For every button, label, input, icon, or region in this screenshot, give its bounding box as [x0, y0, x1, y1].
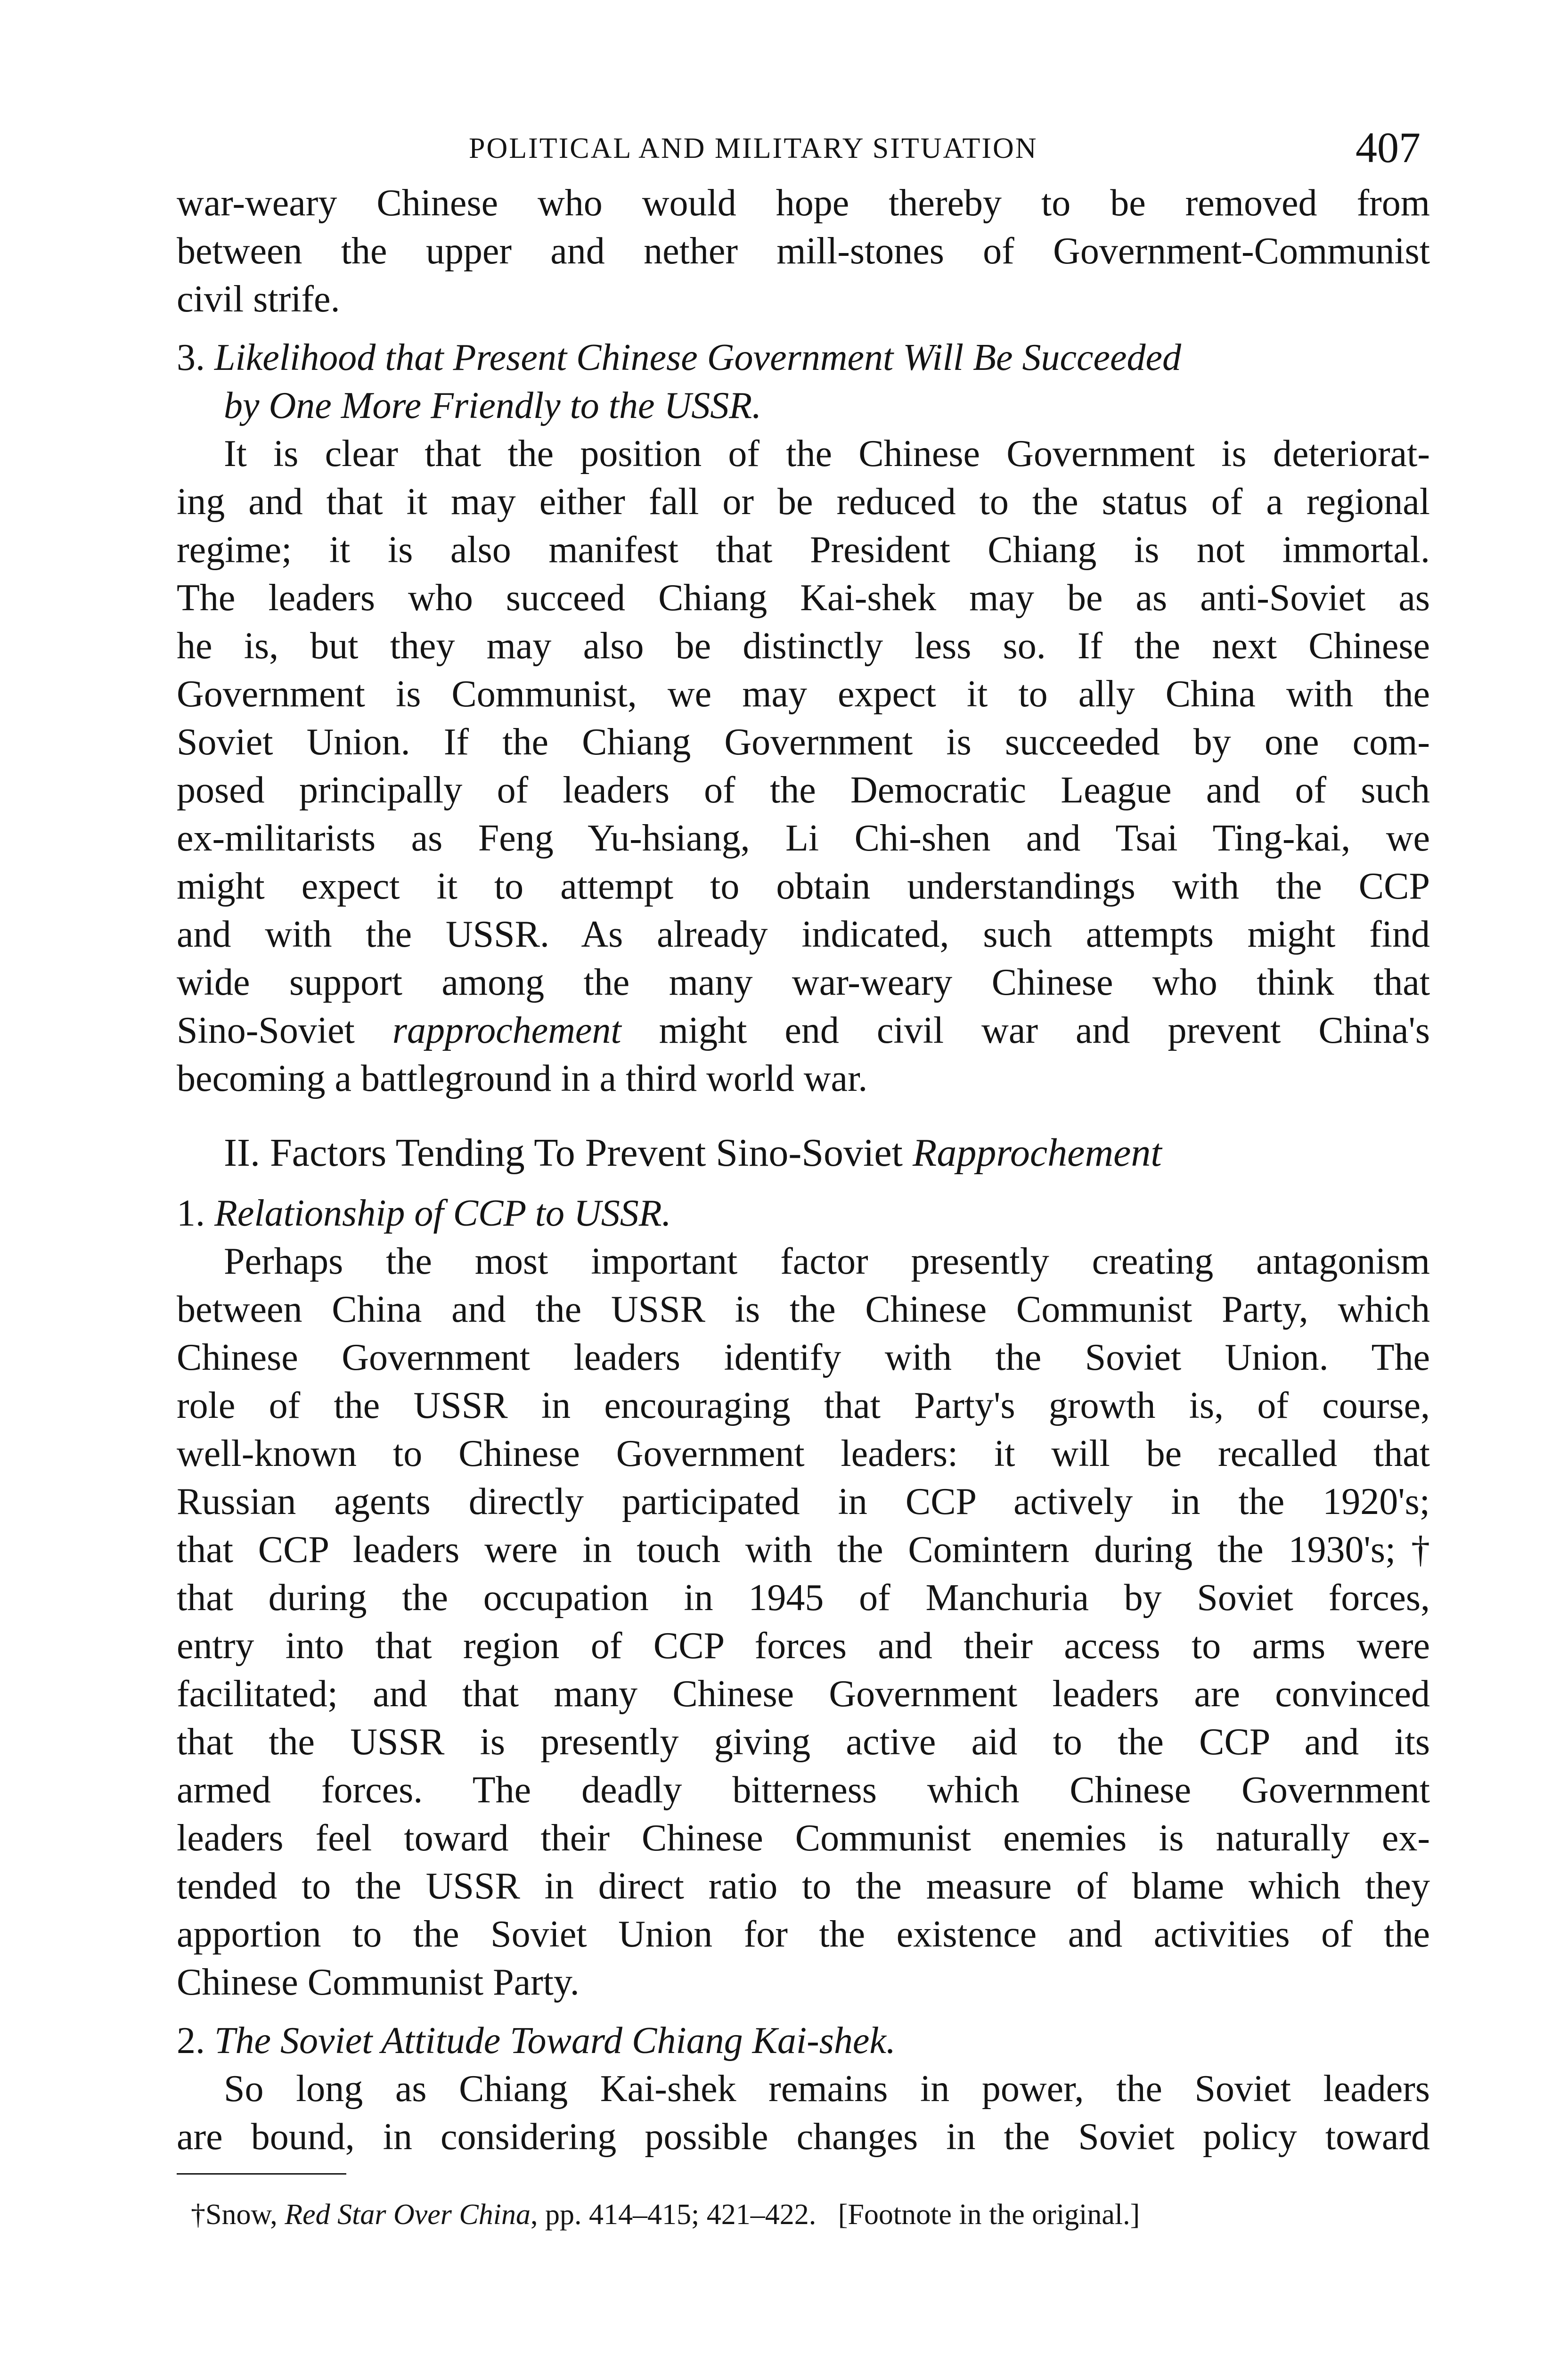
footnote-marker: † — [191, 2199, 205, 2231]
page-number: 407 — [1356, 123, 1421, 172]
footnote-work: Red Star Over China — [285, 2199, 531, 2231]
part-ii-heading — [177, 1127, 1430, 1179]
text-line: that the USSR is presently giving active aid to the CCP and its — [177, 1721, 1430, 1763]
section-title: The Soviet Attitude Toward Chiang Kai-shek. — [214, 2020, 896, 2062]
text-fragment: Sino-Soviet — [177, 1010, 392, 1051]
text-line: armed forces. The deadly bitterness which Chinese Government — [177, 1769, 1430, 1811]
text-line: ex-militarists as Feng Yu-hsiang, Li Chi-shen and Tsai Ting-kai, we — [177, 818, 1430, 859]
text-line: The leaders who succeed Chiang Kai-shek may be as anti-Soviet as — [177, 577, 1430, 619]
opening-paragraph — [177, 179, 1430, 323]
text-line-mixed — [177, 1006, 1430, 1055]
part-title-italic: Rapprochement — [913, 1131, 1162, 1175]
footnote-author: Snow, — [205, 2199, 285, 2231]
text-line: posed principally of leaders of the Democratic League and of such — [177, 769, 1430, 811]
text-line: that during the occupation in 1945 of Manchuria by Soviet forces, — [177, 1577, 1430, 1619]
text-fragment: might end civil war and prevent China's — [621, 1010, 1430, 1051]
text-line: regime; it is also manifest that President Chiang is not immortal. — [177, 529, 1430, 571]
document-page — [177, 113, 1430, 2236]
section-number: 2. — [177, 2020, 205, 2062]
text-line: entry into that region of CCP forces and their access to arms were — [177, 1625, 1430, 1667]
section-2-paragraph — [177, 2065, 1430, 2161]
text-line: that CCP leaders were in touch with the Comintern during the 1930's;† — [177, 1529, 1430, 1571]
section-3-paragraph — [177, 430, 1430, 1103]
text-line: between the upper and nether mill-stones of Government-Communist — [177, 230, 1430, 272]
section-3-heading — [177, 334, 1430, 430]
text-line: he is, but they may also be distinctly less so. If the next Chinese — [177, 625, 1430, 667]
section-title: Relationship of CCP to USSR. — [214, 1193, 671, 1234]
footnote-pages: , pp. 414–415; 421–422. — [531, 2199, 817, 2231]
text-line: Russian agents directly participated in CCP actively in the 1920's; — [177, 1481, 1430, 1522]
text-line: and with the USSR. As already indicated, such attempts might find — [177, 914, 1430, 955]
section-1-paragraph — [177, 1237, 1430, 2006]
text-line: ing and that it may either fall or be reduced to the status of a regional — [177, 481, 1430, 523]
part-title: II. Factors Tending To Prevent Sino-Soviet — [224, 1131, 913, 1175]
section-number: 1. — [177, 1193, 205, 1234]
text-line: Government is Communist, we may expect it to ally China with the — [177, 673, 1430, 715]
text-line: between China and the USSR is the Chinese Communist Party, which — [177, 1289, 1430, 1330]
running-header — [177, 113, 1430, 179]
text-line: facilitated; and that many Chinese Government leaders are convinced — [177, 1673, 1430, 1715]
section-title: Likelihood that Present Chinese Government Will Be Succeeded — [214, 337, 1182, 378]
text-line: Chinese Communist Party. — [177, 1962, 580, 2003]
italic-term: rapprochement — [392, 1010, 621, 1051]
text-line: becoming a battleground in a third world war. — [177, 1058, 868, 1099]
footnote-divider — [177, 2173, 346, 2175]
text-line: are bound, in considering possible changes in the Soviet policy toward — [177, 2116, 1430, 2158]
section-title-continued: by One More Friendly to the USSR. — [224, 385, 762, 426]
text-line: Soviet Union. If the Chiang Government is succeeded by one com- — [177, 721, 1430, 763]
text-line: It is clear that the position of the Chinese Government is deteriorat- — [224, 433, 1430, 474]
text-line: Perhaps the most important factor presently creating antagonism — [224, 1241, 1430, 1282]
text-line: leaders feel toward their Chinese Communist enemies is naturally ex- — [177, 1817, 1430, 1859]
text-line: tended to the USSR in direct ratio to the measure of blame which they — [177, 1865, 1430, 1907]
section-1-heading — [177, 1189, 1430, 1237]
text-line: civil strife. — [177, 278, 340, 320]
text-line: might expect it to attempt to obtain understandings with the CCP — [177, 866, 1430, 907]
running-title: POLITICAL AND MILITARY SITUATION — [469, 132, 1038, 164]
text-line: war-weary Chinese who would hope thereby to be removed from — [177, 182, 1430, 224]
text-line: So long as Chiang Kai-shek remains in power, the Soviet leaders — [224, 2068, 1430, 2110]
section-2-heading — [177, 2017, 1430, 2065]
text-line: Chinese Government leaders identify with the Soviet Union. The — [177, 1337, 1430, 1378]
text-line: wide support among the many war-weary Chinese who think that — [177, 962, 1430, 1003]
footnote — [177, 2193, 1430, 2236]
footnote-note: [Footnote in the original.] — [838, 2199, 1140, 2231]
section-number: 3. — [177, 337, 205, 378]
text-line: apportion to the Soviet Union for the existence and activities of the — [177, 1914, 1430, 1955]
text-line: well-known to Chinese Government leaders: it will be recalled that — [177, 1433, 1430, 1474]
text-line: role of the USSR in encouraging that Party's growth is, of course, — [177, 1385, 1430, 1426]
